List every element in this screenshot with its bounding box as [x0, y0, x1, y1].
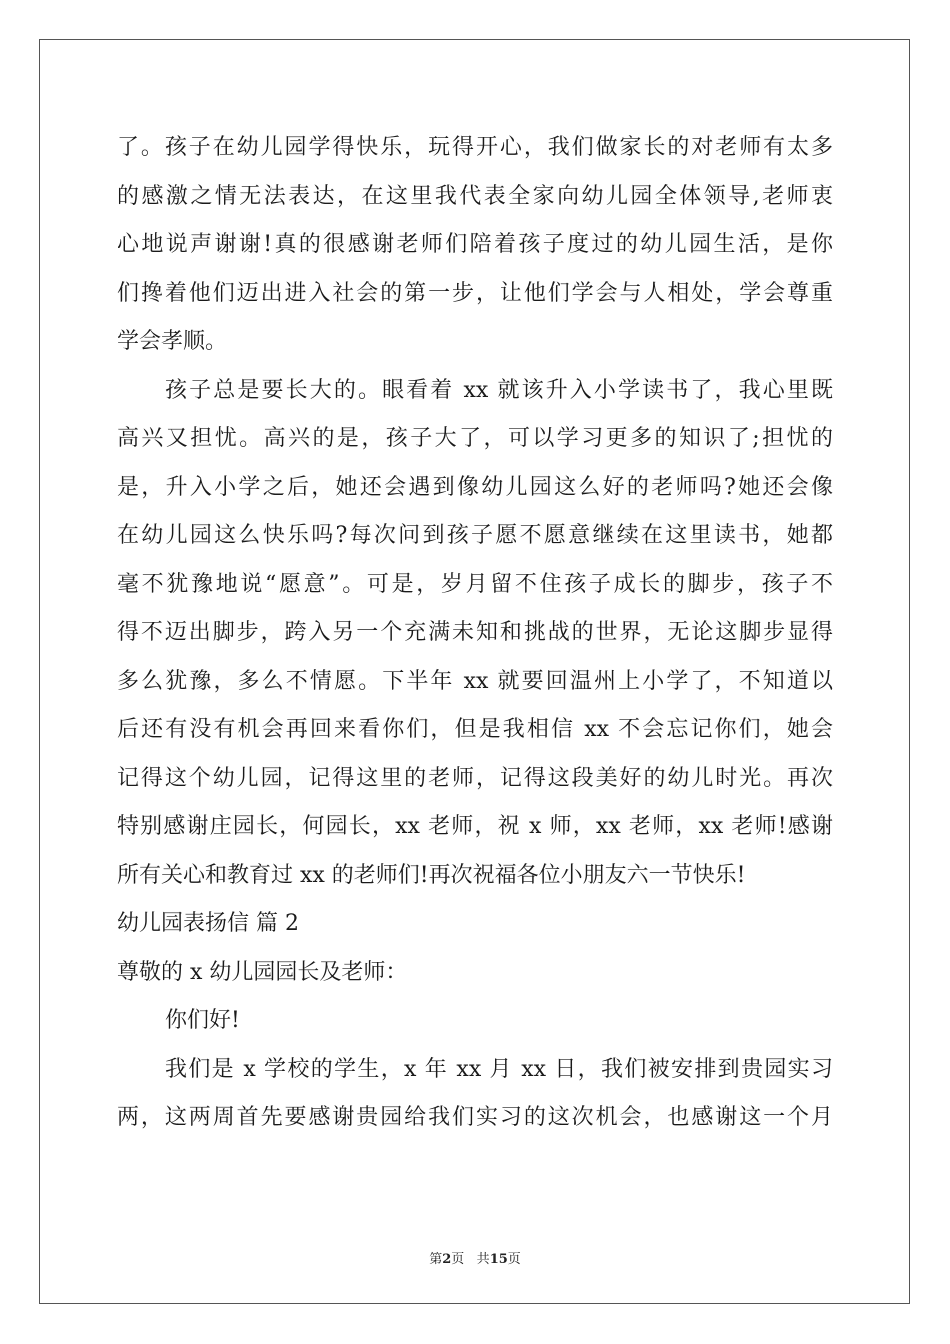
paragraph-first-line: 我们是 x 学校的学生，x 年 xx 月 xx 日，我们被安排到贵园实习 — [165, 1056, 833, 1082]
text-line: 了。孩子在幼儿园学得快乐，玩得开心，我们做家长的对老师有太多 — [117, 135, 833, 160]
text-line: 在幼儿园这么快乐吗?每次问到孩子愿不愿意继续在这里读书，她都 — [117, 523, 833, 548]
document-body — [117, 124, 833, 1143]
text-line: 记得这个幼儿园，记得这里的老师，记得这段美好的幼儿时光。再次 — [117, 765, 833, 791]
section-heading: 幼儿园表扬信 篇 2 — [117, 911, 299, 936]
text-line: 后还有没有机会再回来看你们，但是我相信 xx 不会忘记你们，她会 — [117, 717, 833, 742]
text-line: 高兴又担忧。高兴的是，孩子大了，可以学习更多的知识了;担忧的 — [117, 426, 833, 451]
text-line: 所有关心和教育过 xx 的老师们!再次祝福各位小朋友六一节快乐! — [117, 862, 746, 888]
text-line: 得不迈出脚步，跨入另一个充满未知和挑战的世界，无论这脚步显得 — [117, 620, 833, 645]
greeting: 你们好! — [165, 1008, 240, 1033]
text-line: 学会孝顺。 — [117, 329, 228, 354]
text-line: 多么犹豫，多么不情愿。下半年 xx 就要回温州上小学了，不知道以 — [117, 668, 833, 694]
page-unit: 页 — [451, 1252, 465, 1267]
page-footer — [0, 1248, 950, 1267]
text-line: 们搀着他们迈出进入社会的第一步，让他们学会与人相处，学会尊重 — [117, 280, 833, 306]
salutation: 尊敬的 x 幼儿园园长及老师： — [117, 959, 408, 985]
text-line: 的感激之情无法表达，在这里我代表全家向幼儿园全体领导,老师衷 — [117, 183, 833, 209]
page-prefix: 第 — [429, 1252, 443, 1267]
text-line: 特别感谢庄园长，何园长，xx 老师，祝 x 师，xx 老师，xx 老师!感谢 — [117, 814, 833, 839]
text-line: 心地说声谢谢!真的很感谢老师们陪着孩子度过的幼儿园生活，是你 — [117, 232, 833, 257]
total-prefix: 共 — [476, 1252, 490, 1267]
paragraph-first-line: 孩子总是要长大的。眼看着 xx 就该升入小学读书了，我心里既 — [165, 377, 833, 403]
text-line: 是，升入小学之后，她还会遇到像幼儿园这么好的老师吗?她还会像 — [117, 474, 833, 500]
page-current: 2 — [442, 1252, 452, 1267]
total-unit: 页 — [507, 1252, 521, 1267]
text-line: 两，这两周首先要感谢贵园给我们实习的这次机会，也感谢这一个月 — [117, 1105, 833, 1130]
page-total: 15 — [489, 1252, 508, 1267]
text-line: 毫不犹豫地说“愿意”。可是，岁月留不住孩子成长的脚步，孩子不 — [117, 571, 833, 597]
